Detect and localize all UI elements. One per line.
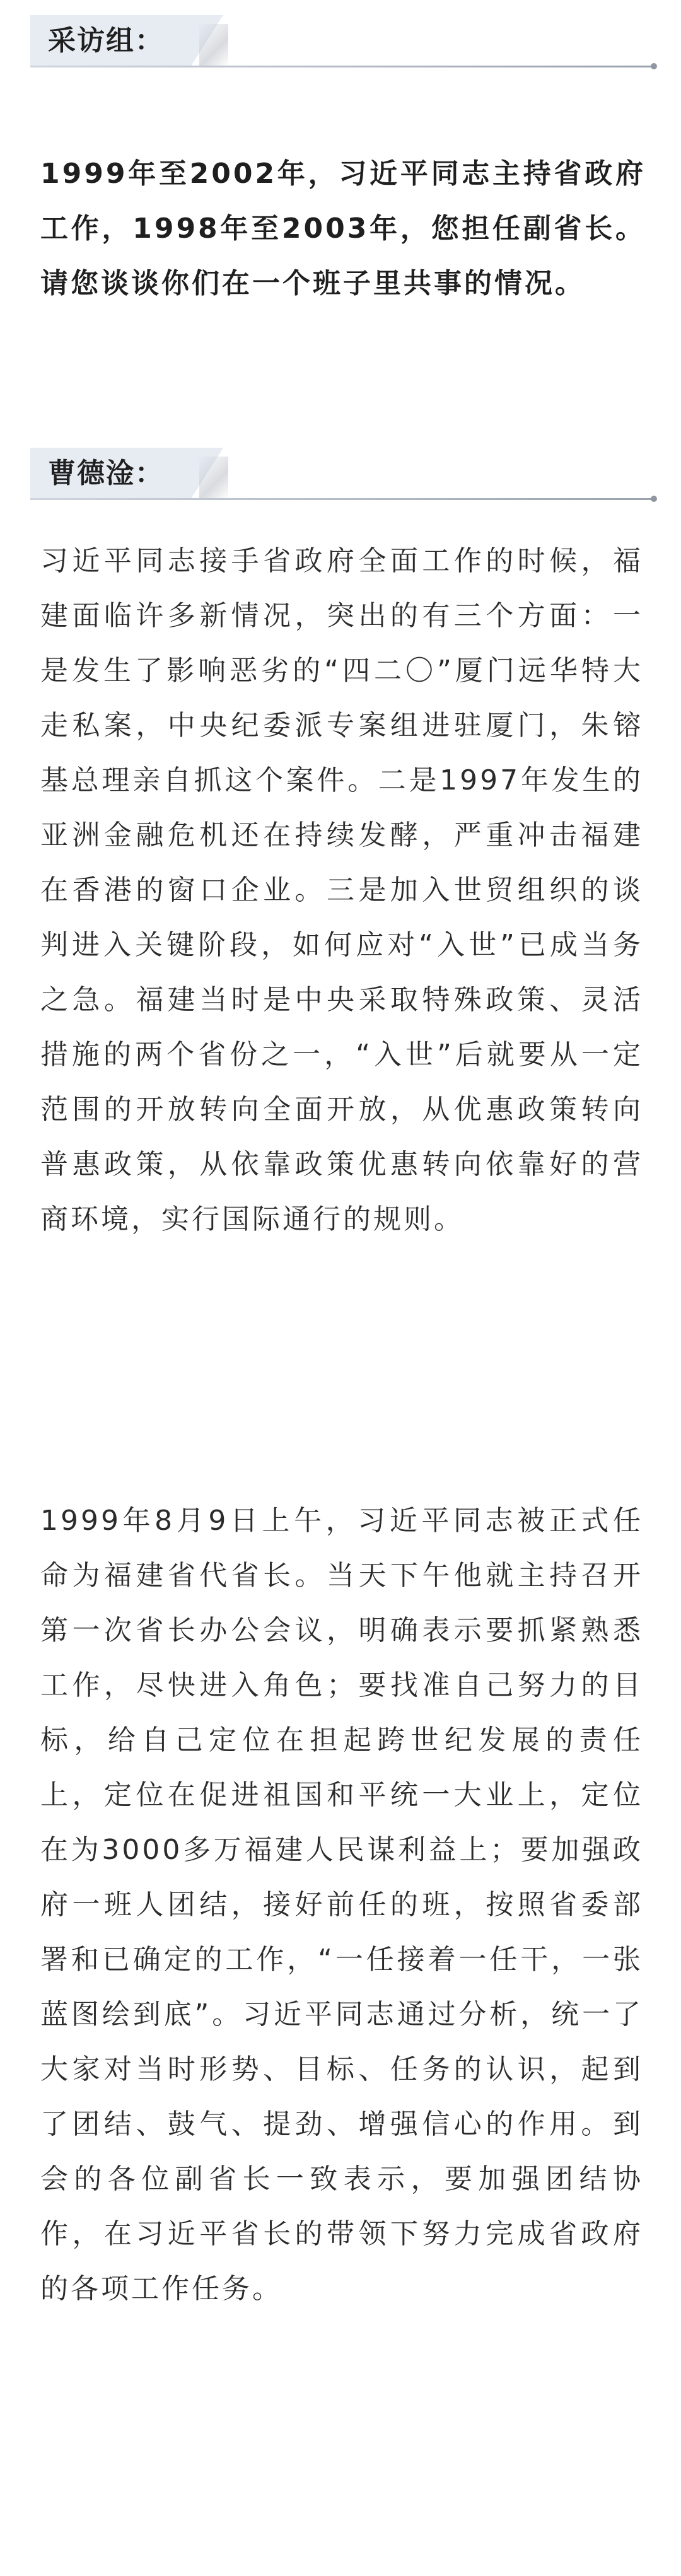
interviewee-divider <box>30 498 655 500</box>
interviewee-header <box>30 433 655 502</box>
interviewer-divider <box>30 66 655 67</box>
interviewer-tag-shadow <box>199 24 228 67</box>
answer-paragraph-2: 1999年8月9日上午，习近平同志被正式任命为福建省代省长。当天下午他就主持召开第一次省长办公会议，明确表示要抓紧熟悉工作，尽快进入角色；要找准自己努力的目标，给自己定位在担起跨世纪发展的责任上，定位在促进祖国和平统一大业上，定位在为3000多万福建人民谋利益上；要加强政府一班人团结，接好前任的班，按照省委部署和已确定的工作，“一任接着一任干，一张蓝图绘到底”。习近平同志通过分析，统一了大家对当时形势、目标、任务的认识，起到了团结、鼓气、提劲、增强信心的作用。到会的各位副省长一致表示，要加强团结协作，在习近平省长的带领下努力完成省政府的各项工作任务。 <box>40 1505 643 2305</box>
interviewer-divider-dot <box>651 63 657 69</box>
interviewee-divider-dot <box>651 496 657 502</box>
interviewee-label: 曹德淦： <box>30 448 192 499</box>
interviewer-question: 1999年至2002年，习近平同志主持省政府工作，1998年至2003年，您担任副省长。请您谈谈你们在一个班子里共事的情况。 <box>40 158 646 300</box>
interviewer-header <box>30 0 655 69</box>
interviewer-label: 采访组： <box>30 15 192 67</box>
interviewee-tag-shadow <box>199 457 228 499</box>
answer-paragraph-1: 习近平同志接手省政府全面工作的时候，福建面临许多新情况，突出的有三个方面：一是发生了影响恶劣的“四二〇”厦门远华特大走私案，中央纪委派专案组进驻厦门，朱镕基总理亲自抓这个案件。二是1997年发生的亚洲金融危机还在持续发酵，严重冲击福建在香港的窗口企业。三是加入世贸组织的谈判进入关键阶段，如何应对“入世”已成当务之急。福建当时是中央采取特殊政策、灵活措施的两个省份之一，“入世”后就要从一定范围的开放转向全面开放，从优惠政策转向普惠政策，从依靠政策优惠转向依靠好的营商环境，实行国际通行的规则。 <box>40 545 643 1235</box>
